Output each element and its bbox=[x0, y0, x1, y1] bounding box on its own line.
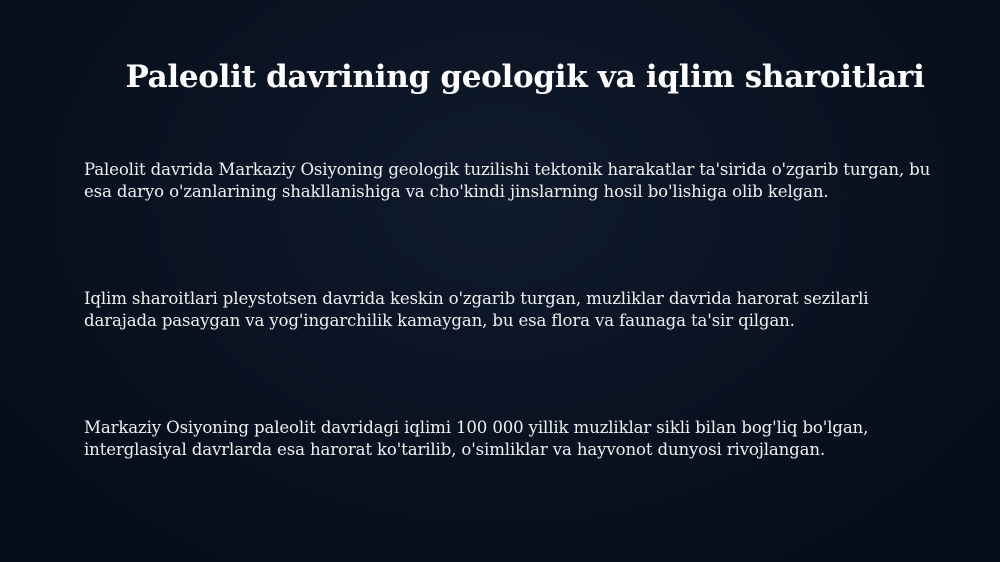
paragraph-climate: Iqlim sharoitlari pleystotsen davrida keskin o'zgarib turgan, muzliklar davrida harorat sezilarli darajada pasaygan va yog'ingarchilik kamaygan, bu esa flora va faunaga ta'sir qilgan. bbox=[84, 289, 869, 330]
paragraph-geology: Paleolit davrida Markaziy Osiyoning geologik tuzilishi tektonik harakatlar ta'sirida o'zgarib turgan, bu esa daryo o'zanlarining shakllanishiga va cho'kindi jinslarning hosil bo'lishiga olib kelgan. bbox=[84, 160, 931, 201]
slide-title: Paleolit davrining geologik va iqlim sharoitlari bbox=[125, 58, 925, 95]
paragraph-glacial-cycle: Markaziy Osiyoning paleolit davridagi iqlimi 100 000 yillik muzliklar sikli bilan bog'liq bo'lgan, interglasiyal davrlarda esa harorat ko'tarilib, o'simliklar va hayvonot dunyosi rivojlangan. bbox=[84, 418, 869, 459]
